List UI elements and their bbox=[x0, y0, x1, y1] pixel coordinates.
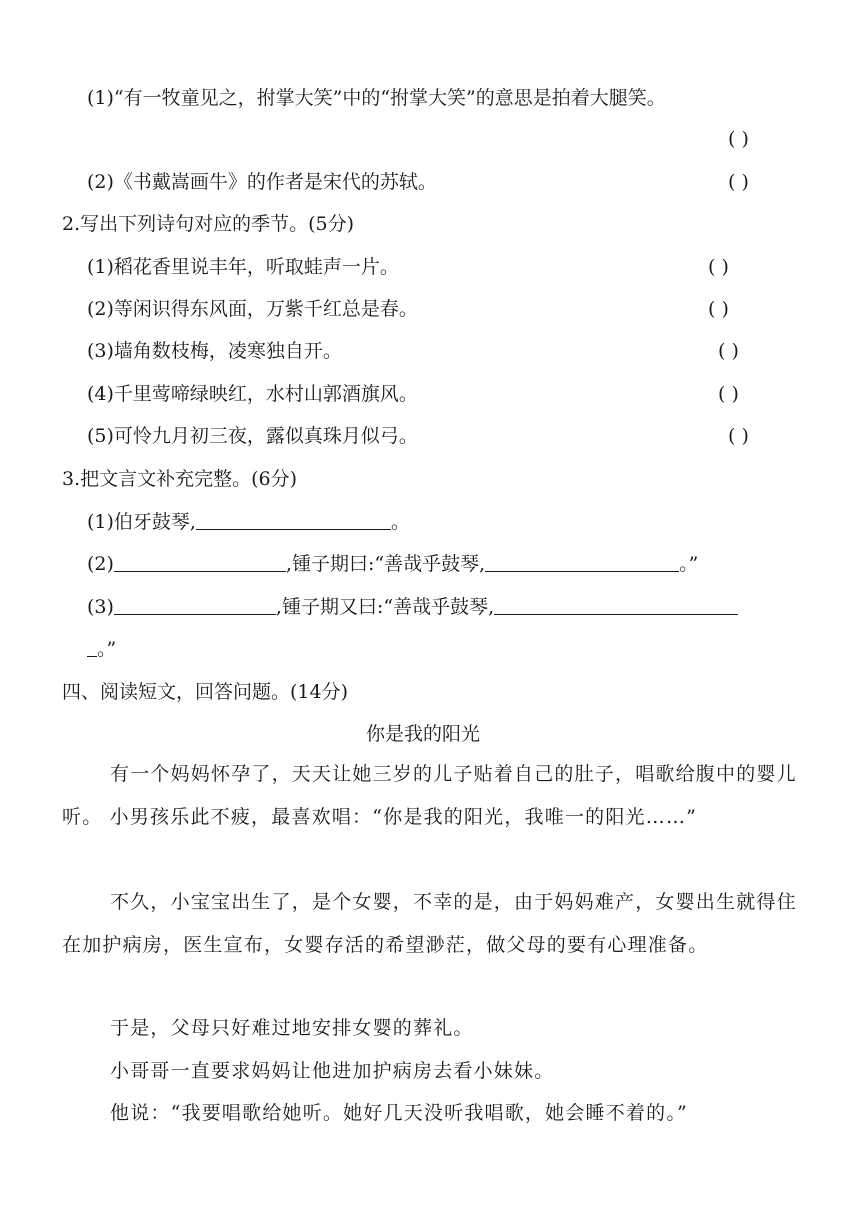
q2-item-4-answer-paren[interactable]: ( ) bbox=[718, 383, 739, 405]
q3-line-3-prefix: (3) bbox=[87, 596, 114, 618]
q3-line-2-blank-b[interactable] bbox=[485, 551, 679, 572]
q3-line-2-suffix: 。” bbox=[679, 553, 699, 575]
q2-item-3-answer-paren[interactable]: ( ) bbox=[718, 340, 739, 362]
q3-heading: 3.把文言文补充完整。(6分) bbox=[62, 468, 298, 490]
q2-item-5-answer-paren[interactable]: ( ) bbox=[728, 425, 749, 447]
q3-line-2 bbox=[87, 551, 698, 577]
passage-title: 你是我的阳光 bbox=[366, 723, 481, 745]
q3-line-1-suffix: 。 bbox=[390, 511, 410, 533]
q3-line-3-blank-b-end[interactable] bbox=[87, 636, 97, 657]
q2-item-1-text: (1)稻花香里说丰年，听取蛙声一片。 bbox=[87, 256, 399, 278]
q1-item1-answer-paren[interactable]: ( ) bbox=[728, 128, 749, 150]
q2-item-3-text: (3)墙角数枝梅，凌寒独自开。 bbox=[87, 340, 342, 362]
passage-paragraph-3: 于是，父母只好难过地安排女婴的葬礼。 bbox=[110, 1017, 474, 1039]
q3-line-3-middle: ,锺子期又曰:“善哉乎鼓琴, bbox=[275, 596, 495, 618]
passage-paragraph-2: 不久，小宝宝出生了，是个女婴，不幸的是，由于妈妈难产，女婴出生就得住在加护病房，医生宣布，女婴存活的希望渺茫，做父母的要有心理准备。 bbox=[62, 891, 797, 956]
q3-line-3-suffix: 。” bbox=[97, 638, 117, 660]
q1-item2-answer-paren[interactable]: ( ) bbox=[728, 171, 749, 193]
passage-paragraph-5: 他说：“我要唱歌给她听。她好几天没听我唱歌，她会睡不着的。” bbox=[110, 1102, 688, 1124]
q3-line-3-blank-a[interactable] bbox=[114, 594, 276, 615]
q3-line-2-prefix: (2) bbox=[87, 553, 114, 575]
q3-line-3-blank-b[interactable] bbox=[494, 594, 738, 615]
q1-item1-text: (1)“有一牧童见之，拊掌大笑”中的“拊掌大笑”的意思是拍着大腿笑。 bbox=[87, 87, 666, 109]
q1-item2-text: (2)《书戴嵩画牛》的作者是宋代的苏轼。 bbox=[87, 171, 437, 193]
passage-paragraph-4: 小哥哥一直要求妈妈让他进加护病房去看小妹妹。 bbox=[110, 1060, 555, 1082]
q2-item-4-text: (4)千里莺啼绿映红，水村山郭酒旗风。 bbox=[87, 383, 418, 405]
q3-line-3-continuation bbox=[87, 636, 116, 662]
q2-item-2-text: (2)等闲识得东风面，万紫千红总是春。 bbox=[87, 298, 418, 320]
q2-heading: 2.写出下列诗句对应的季节。(5分) bbox=[62, 213, 355, 235]
q3-line-2-middle: ,锺子期曰:“善哉乎鼓琴, bbox=[285, 553, 486, 575]
q3-line-1 bbox=[87, 509, 410, 535]
q2-item-5-text: (5)可怜九月初三夜，露似真珠月似弓。 bbox=[87, 425, 418, 447]
q3-line-1-prefix: (1)伯牙鼓琴, bbox=[87, 511, 196, 533]
section4-heading: 四、阅读短文，回答问题。(14分) bbox=[62, 681, 349, 703]
q2-item-2-answer-paren[interactable]: ( ) bbox=[708, 298, 729, 320]
q3-line-2-blank-a[interactable] bbox=[114, 551, 286, 572]
passage-paragraph-1: 有一个妈妈怀孕了，天天让她三岁的儿子贴着自己的肚子，唱歌给腹中的婴儿听。 小男孩乐此不疲，最喜欢唱：“你是我的阳光，我唯一的阳光……” bbox=[62, 763, 797, 828]
q2-item-1-answer-paren[interactable]: ( ) bbox=[708, 256, 729, 278]
q3-line-3 bbox=[87, 594, 738, 620]
q3-line-1-blank[interactable] bbox=[196, 509, 391, 530]
